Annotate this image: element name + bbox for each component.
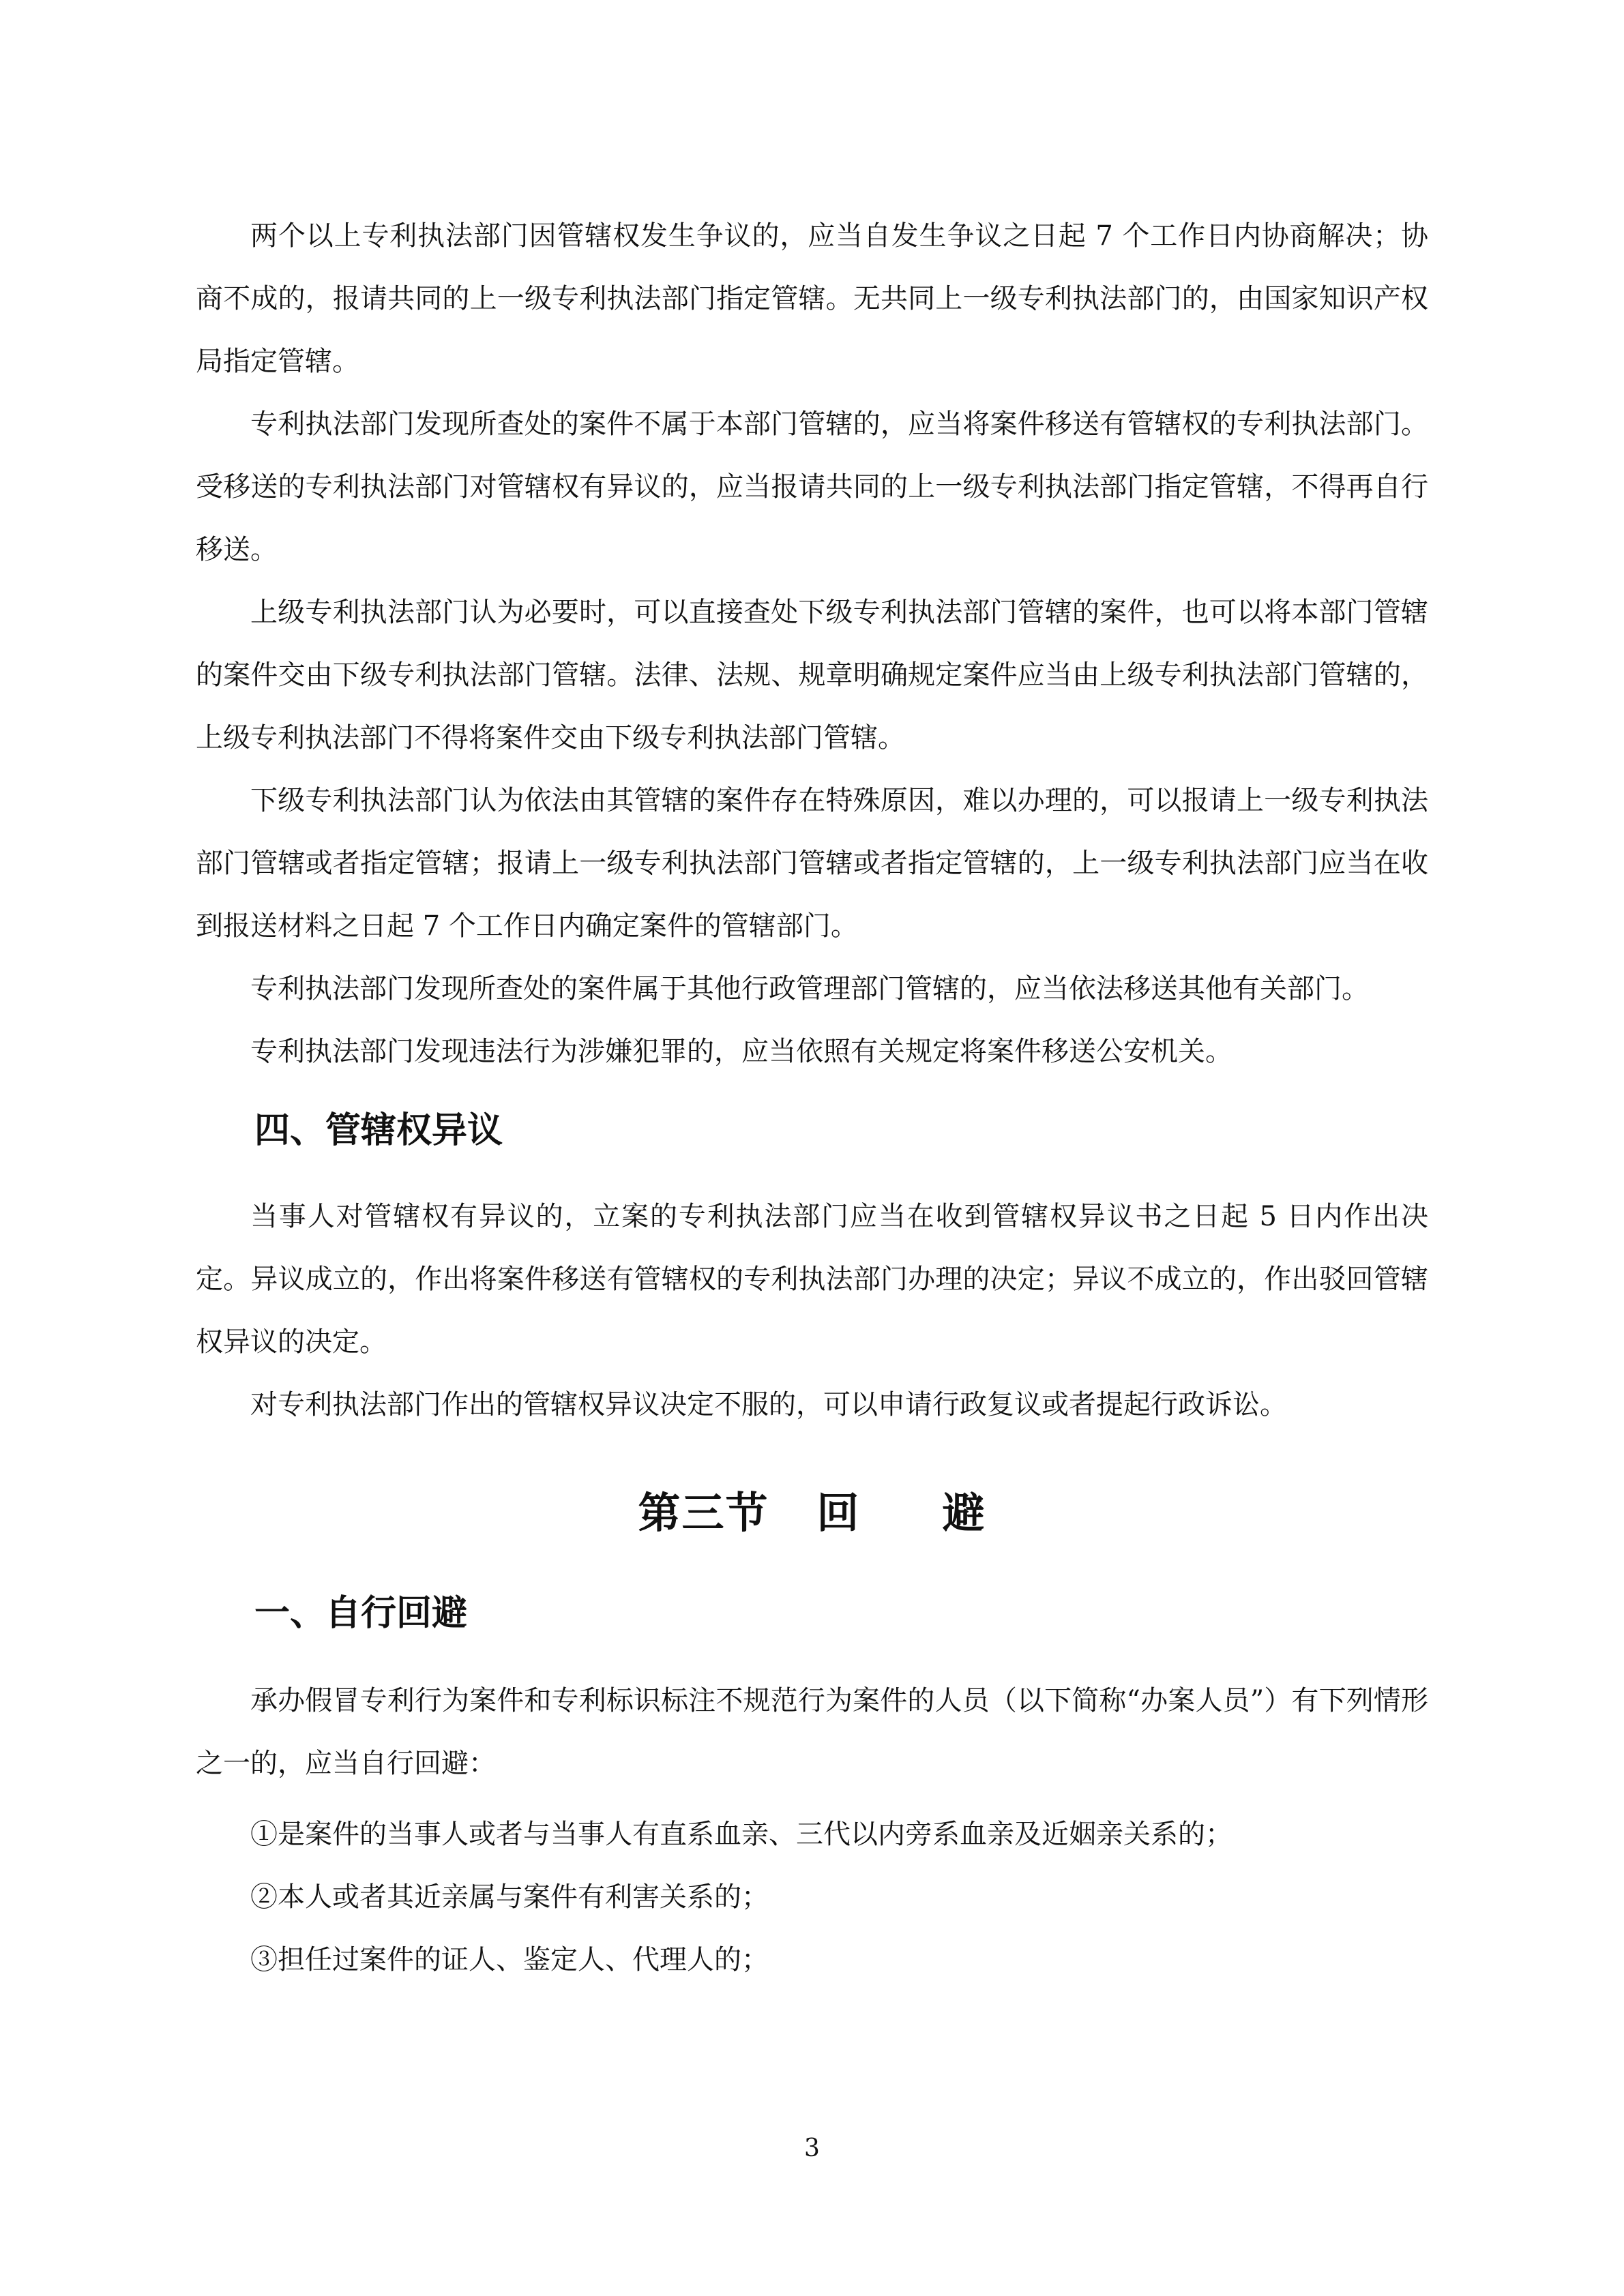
document-page [196,205,1428,1991]
list-item: ③担任过案件的证人、鉴定人、代理人的； [250,1944,769,1976]
paragraph-jurisdiction-dispute: 两个以上专利执法部门因管辖权发生争议的，应当自发生争议之日起 7 个工作日内协商解决；协商不成的，报请共同的上一级专利执法部门指定管辖。无共同上一级专利执法部门的，由国家知识产权局指定管辖。 [196,220,1428,377]
page-number: 3 [804,2134,820,2162]
section-title-char2: 避 [942,1488,986,1538]
paragraph-objection-appeal: 对专利执法部门作出的管辖权异议决定不服的，可以申请行政复议或者提起行政诉讼。 [250,1389,1287,1420]
list-item: ①是案件的当事人或者与当事人有直系血亲、三代以内旁系血亲及近姻亲关系的； [250,1819,1232,1850]
paragraph-other-departments: 专利执法部门发现所查处的案件属于其他行政管理部门管辖的，应当依法移送其他有关部门。 [250,973,1369,1004]
section-title-number: 第三节 [638,1488,769,1538]
list-item: ②本人或者其近亲属与案件有利害关系的； [250,1881,769,1913]
heading-jurisdiction-objection: 四、管辖权异议 [254,1110,503,1151]
section-title-char1: 回 [816,1488,861,1538]
paragraph-objection-decision: 当事人对管辖权有异议的，立案的专利执法部门应当在收到管辖权异议书之日起 5 日内作出决定。异议成立的，作出将案件移送有管辖权的专利执法部门办理的决定；异议不成立的，作出驳回管辖权异议的决定。 [196,1201,1428,1358]
paragraph-recusal-intro: 承办假冒专利行为案件和专利标识标注不规范行为案件的人员（以下简称“办案人员”）有下列情形之一的，应当自行回避： [196,1685,1428,1779]
heading-self-recusal: 一、自行回避 [254,1593,468,1634]
paragraph-subordinate-request: 下级专利执法部门认为依法由其管辖的案件存在特殊原因，难以办理的，可以报请上一级专利执法部门管辖或者指定管辖；报请上一级专利执法部门管辖或者指定管辖的，上一级专利执法部门应当在收到报送材料之日起 7 个工作日内确定案件的管辖部门。 [196,785,1428,942]
paragraph-criminal-transfer: 专利执法部门发现违法行为涉嫌犯罪的，应当依照有关规定将案件移送公安机关。 [250,1036,1232,1067]
paragraph-superior-handling: 上级专利执法部门认为必要时，可以直接查处下级专利执法部门管辖的案件，也可以将本部门管辖的案件交由下级专利执法部门管辖。法律、法规、规章明确规定案件应当由上级专利执法部门管辖的，上级专利执法部门不得将案件交由下级专利执法部门管辖。 [196,597,1428,754]
section-title [196,1482,1428,1544]
paragraph-case-transfer: 专利执法部门发现所查处的案件不属于本部门管辖的，应当将案件移送有管辖权的专利执法部门。受移送的专利执法部门对管辖权有异议的，应当报请共同的上一级专利执法部门指定管辖，不得再自行移送。 [196,408,1428,565]
